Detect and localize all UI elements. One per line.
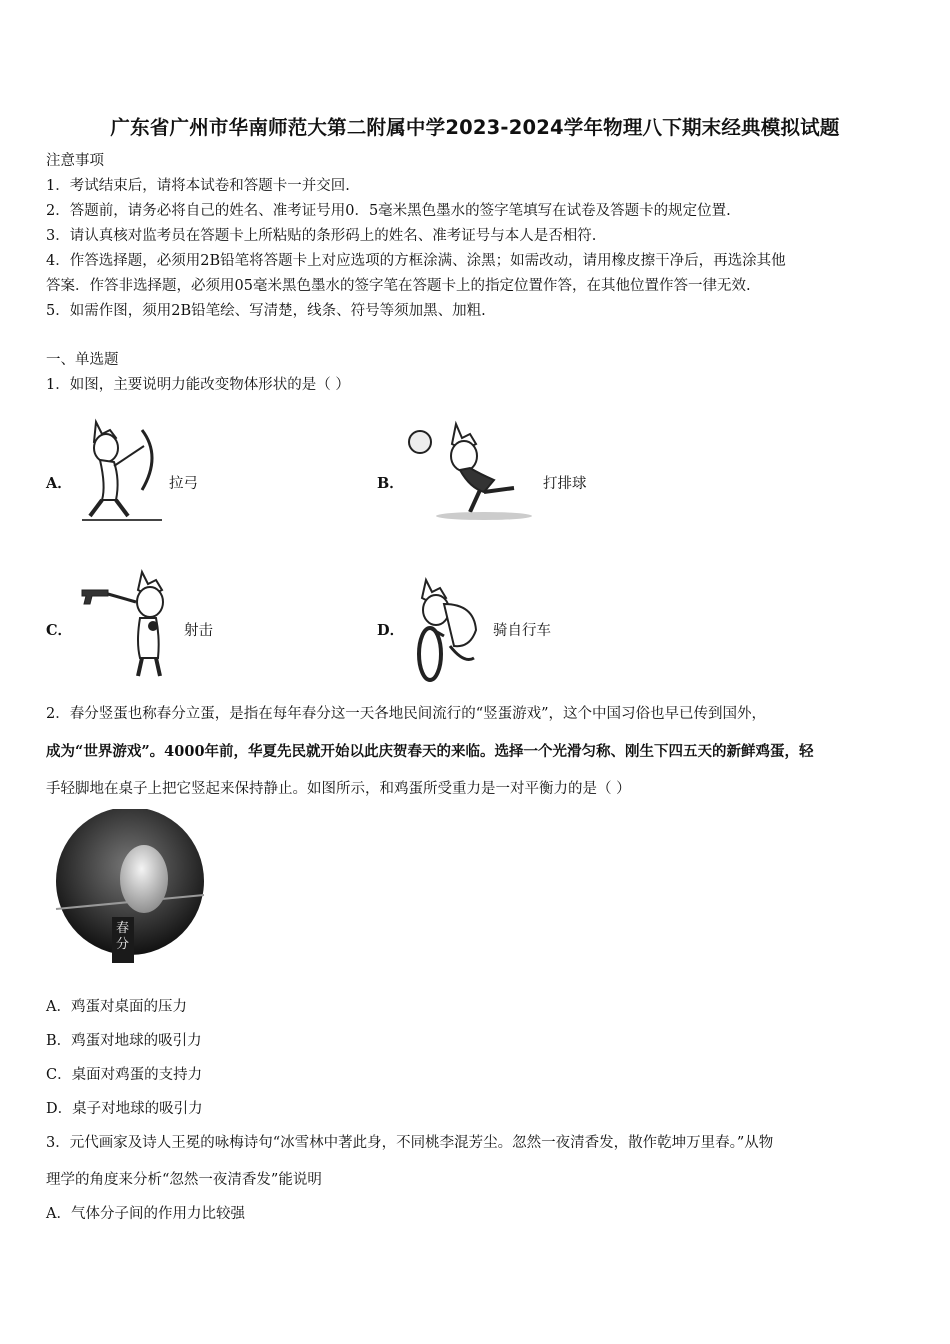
notice-item: 1．考试结束后，请将本试卷和答题卡一并交回. [46, 178, 350, 194]
option-letter: D． [377, 622, 405, 639]
notice-item: 3．请认真核对监考员在答题卡上所粘贴的条形码上的姓名、准考证号与本人是否相符. [46, 228, 597, 244]
question-stem: 2．春分竖蛋也称春分立蛋，是指在每年春分这一天各地民间流行的“竖蛋游戏”，这个中国习俗也早已传到国外， [46, 706, 767, 722]
notice-item: 答案．作答非选择题，必须用05毫米黑色墨水的签字笔在答题卡上的指定位置作答，在其他位置作答一律无效. [46, 278, 751, 294]
option-item: A．气体分子间的作用力比较强 [46, 1206, 245, 1222]
option-label: 骑自行车 [493, 623, 551, 639]
option-label: 射击 [184, 623, 213, 639]
notice-item: 4．作答选择题，必须用2B铅笔将答题卡上对应选项的方框涂满、涂黑；如需改动，请用橡皮擦干净后，再选涂其他 [46, 253, 786, 269]
question-stem: 1．如图，主要说明力能改变物体形状的是（ ） [46, 377, 350, 393]
notice-heading: 注意事项 [46, 153, 104, 169]
volleyball-figure-image [404, 418, 534, 524]
option-letter: B． [377, 475, 404, 492]
archer-figure-image [76, 416, 166, 524]
notice-item: 2．答题前，请务必将自己的姓名、准考证号用0．5毫米黑色墨水的签字笔填写在试卷及答题卡的规定位置. [46, 203, 731, 219]
page-title: 广东省广州市华南师范大第二附属中学2023-2024学年物理八下期末经典模拟试题 [110, 116, 840, 139]
question-stem: 理学的角度来分析“忽然一夜清香发”能说明 [46, 1172, 322, 1188]
option-label: 拉弓 [169, 476, 198, 492]
question-stem: 成为“世界游戏”。4000年前，华夏先民就开始以此庆贺春天的来临。选择一个光滑匀称、刚生下四五天的新鲜鸡蛋，轻 [46, 743, 814, 760]
option-item: C．桌面对鸡蛋的支持力 [46, 1067, 203, 1083]
section-heading: 一、单选题 [46, 352, 119, 368]
notice-item: 5．如需作图，须用2B铅笔绘、写清楚，线条、符号等须加黑、加粗. [46, 303, 486, 319]
egg-image-caption: 春分 [116, 921, 130, 952]
option-letter: A． [46, 475, 72, 492]
option-label: 打排球 [543, 476, 587, 492]
option-item: B．鸡蛋对地球的吸引力 [46, 1033, 202, 1049]
standing-egg-image [52, 809, 208, 965]
option-item: A．鸡蛋对桌面的压力 [46, 999, 187, 1015]
option-letter: C． [46, 622, 73, 639]
question-stem: 3．元代画家及诗人王冕的咏梅诗句“冰雪林中著此身，不同桃李混芳尘。忽然一夜清香发，散作乾坤万里春。”从物 [46, 1135, 774, 1151]
shooter-figure-image [78, 568, 178, 680]
question-stem: 手轻脚地在桌子上把它竖起来保持静止。如图所示，和鸡蛋所受重力是一对平衡力的是（ ） [46, 781, 631, 797]
cyclist-figure-image [404, 574, 488, 684]
option-item: D．桌子对地球的吸引力 [46, 1101, 203, 1117]
